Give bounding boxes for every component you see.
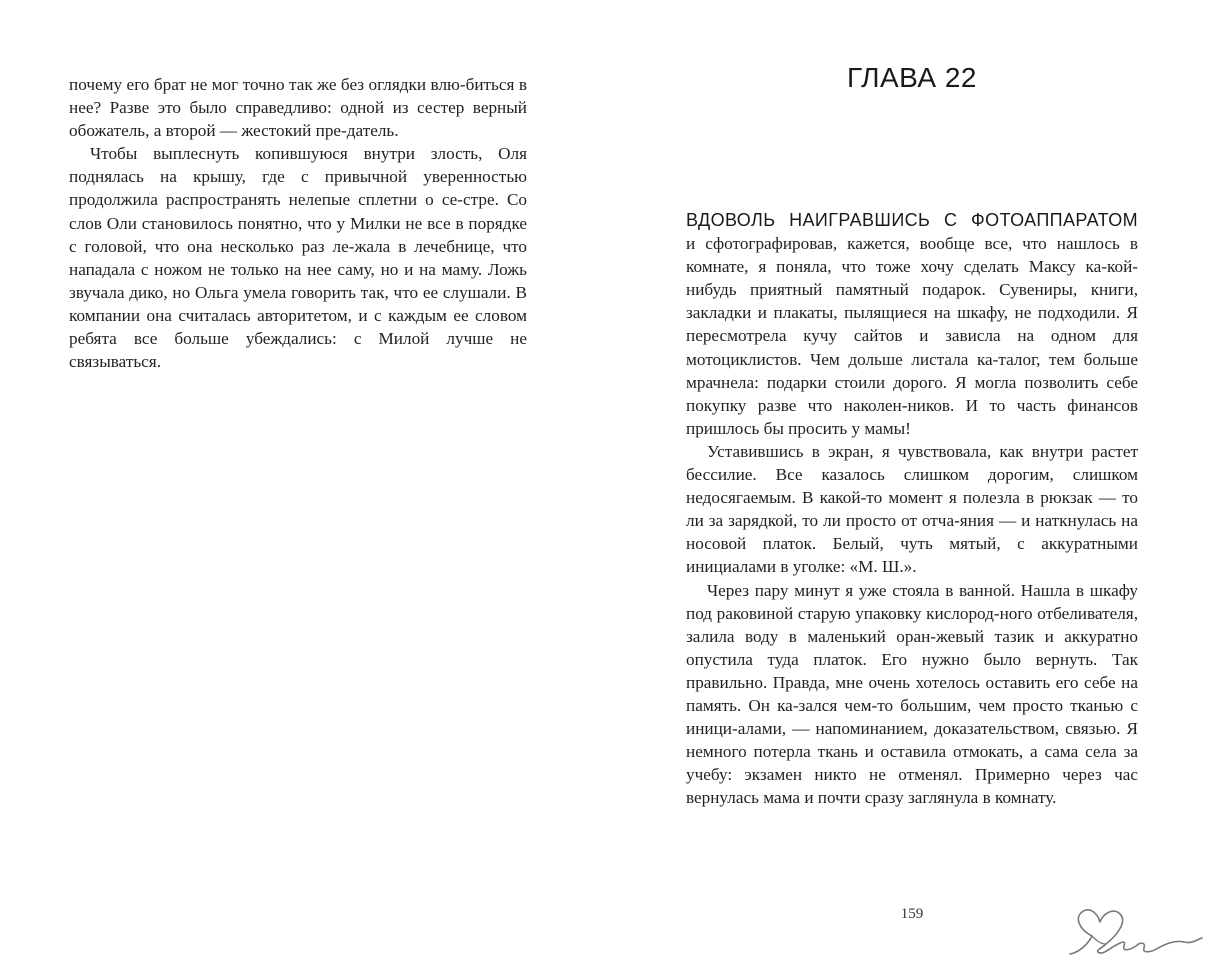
left-paragraph-1: почему его брат не мог точно так же без оглядки влю-биться в нее? Разве это было справедливо: одной из сестер верный обожатель, а второй — жестокий пре-датель. (69, 75, 527, 141)
chapter-title: ГЛАВА 22 (847, 62, 977, 93)
left-page (69, 73, 527, 373)
right-paragraph-1 (686, 209, 1138, 440)
right-paragraph-1-text: и сфотографировав, кажется, вообще все, что нашлось в комнате, я поняла, что тоже хочу сделать Максу ка-кой-нибудь приятный памятный подарок. Сувениры, книги, закладки и плакаты, пылящиеся на шкафу, не подходили. Я пересмотрела кучу сайтов и зависла на одном для мотоциклистов. Чем дольше листала ка-талог, тем больше мрачнела: подарки стоили дорого. Я могла позволить себе покупку разве что наколен-ников. И то часть финансов пришлось бы просить у мамы! (686, 234, 1138, 438)
chapter-body (686, 209, 1138, 809)
right-paragraph-3: Через пару минут я уже стояла в ванной. Нашла в шкафу под раковиной старую упаковку кислород-ного отбеливателя, залила воду в маленький оран-жевый тазик и аккуратно опустила туда платок. Его нужно было вернуть. Так правильно. Правда, мне очень хотелось оставить его себе на память. Он ка-зался чем-то большим, чем просто тканью с иници-алами, — напоминанием, доказательством, связью. Я немного потерла ткань и оставила отмокать, а сама села за учебу: экзамен никто не отменял. Примерно через час вернулась мама и почти сразу заглянула в комнату. (686, 580, 1138, 808)
right-paragraph-2: Уставившись в экран, я чувствовала, как внутри растет бессилие. Все казалось слишком дорогим, слишком недосягаемым. В какой-то момент я полезла в рюкзак — то ли за зарядкой, то ли просто от отча-яния — и наткнулась на носовой платок. Белый, чуть мятый, с аккуратными инициалами в уголке: «М. Ш.». (686, 441, 1138, 577)
chapter-lead-in: ВДОВОЛЬ НАИГРАВШИСЬ С ФОТОАППАРАТОМ (686, 210, 1138, 230)
heart-scribble-icon (1066, 900, 1206, 962)
left-paragraph-2: Чтобы выплеснуть копившуюся внутри злость, Оля поднялась на крышу, где с привычной уверенностью продолжила распространять нелепые сплетни о се-стре. Со слов Оли становилось понятно, что у Милки не все в порядке с головой, что она несколько раз ле-жала в лечебнице, что нападала с ножом не только на нее саму, но и на маму. Ложь звучала дико, но Ольга умела говорить так, что ее слушали. В компании она считалась авторитетом, и с каждым ее словом ребята все больше убеждались: с Милой лучше не связываться. (69, 144, 527, 372)
page-number: 159 (900, 906, 924, 922)
